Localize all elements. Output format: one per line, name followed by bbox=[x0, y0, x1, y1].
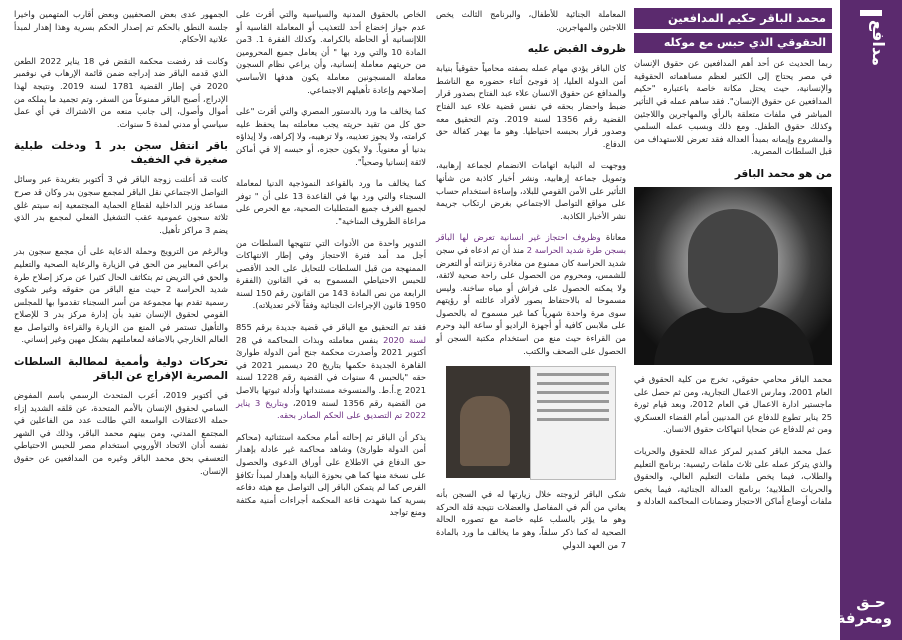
logo-line-1: حـق bbox=[856, 593, 886, 611]
article-title: محمد الباقر حكيم المدافعين bbox=[634, 8, 832, 29]
publication-logo bbox=[836, 593, 892, 627]
paragraph bbox=[436, 231, 626, 357]
paragraph: يذكر أن الباقر تم إحالته أمام محكمة استثنائية (محاكم أمن الدولة طوارئ) وشاهد محاكمة غير عادلة بإهدار حق الدفاع في الاطلاع على أوراق الدعوى والحصول على نسخة منها كما هي بحوزة النيابة وإهدار لمبدأ تكافؤ الفرص كما لم يتمكن الباقر إلى التواصل مع هيئة دفاعه بسرية كما شهدت قاعة المحكمة أجراءات أمنية مكثفة ومنع تواجد bbox=[236, 431, 426, 518]
portrait-photo bbox=[634, 187, 832, 365]
paragraph: الخاص بالحقوق المدنية والسياسية والتي أقرت على عدم جواز إخضاع أحد للتعذيب أو المعاملة القاسية أو اللاإنسانية أو الحاطة بالكرامة. وكذلك الفقرة 1. 3من المادة 10 والتي ورد بها " أن يعامل جميع المحرومين من حريتهم معاملة إنسانية، وأن يراعي نظام السجون معاملة المسجونين معاملة يكون هدفها الأساسي إصلاحهم وإعادة تأهيلهم الاجتماعي. bbox=[236, 9, 426, 95]
social-post-screenshot bbox=[530, 366, 616, 480]
portrait-head bbox=[688, 209, 778, 313]
paragraph: التدوير واحدة من الأدوات التي تنتهجها السلطات من أجل مد أمد فترة الاحتجاز وفي إطار الانتهاكات الممنهجة من قبل السلطات للتحايل على الحد الأقصى للحبس الاحتياطي المسموح به في القانون (الفقرة الرابعة من نص المادة 143 من القانون رقم 150 لسنة 1950 قانون الإجراءات الجنائية وفقاً لآخر تعديلاته). bbox=[236, 237, 426, 311]
paragraph bbox=[236, 321, 426, 422]
text: فقد تم التحقيق مع الباقر في قضية جديدة برقم 855 bbox=[236, 322, 426, 333]
paragraph: وكانت قد رفضت محكمة النقض في 18 يناير 2022 الطعن الذي قدمه الباقر ضد إدراجه ضمن قائمة الإرهاب في نوفمبر 2020 في إطار القضية 1781 لسنة 2019. ونتيجة لهذا الإدراج، أصبح الباقر ممنوعاً من السفر، وتم تجميد ما يملكه من أموال وأصول، إلى جانب منعه من الاشتراك في أي عمل سياسي أو مدني لمدة 5 سنوات. bbox=[14, 55, 228, 129]
column-3 bbox=[236, 8, 426, 528]
paragraph: شكى الباقر لزوجته خلال زيارتها له في السجن بأنه يعاني من ألم في المفاصل والعضلات نتيجة قلة الحركة وهو ما يؤثر بالسلب عليه خاصة مع تصوره الحالة الصحية له كما ذكر سلفاً، وهو ما يخالف ما ورد بالمادة 7 من العهد الدولي bbox=[436, 489, 626, 550]
intro-paragraph: ربما الحديث عن أحد أهم المدافعين عن حقوق الإنسان في مصر يحتاج إلى الكثير لعظم مساهماته الحقوقية والإنسانية، حيث يحتل مكانة خاصة باعتباره "حكيم المدافعين عن حقوق الإنسان". فقد ساهم عمله في التأثير المباشر في ملفات متعلقة بالرأي والمهاجرين واللاجئين وكذلك حقوق الطفل. ومع ذلك وبسبب عمله السلمي والمشروع وإيمانه بمبدأ العدالة فقد تعرض للاستهداف من قبل السلطات المصرية. bbox=[634, 58, 832, 157]
column-4 bbox=[14, 8, 228, 486]
bio-paragraph: محمد الباقر محامي حقوقي، تخرج من كلية الحقوق في العام 2001، ومارس الاعمال التجارية، ومن ثم حصل على ماجستير ادارة الاعمال في العام 2012، وبعد قيام ثورة 25 يناير تطوع للدفاع عن المدنيين أمام القضاء العسكري ومن ثم للدفاع عن ضحايا انتهاكات حقوق الانسان. bbox=[634, 373, 833, 435]
article-subtitle: الحقوقي الذي حبس مع موكله bbox=[634, 33, 832, 54]
logo-line-2: ومعرفة bbox=[836, 609, 892, 627]
paragraph: الجمهور عدى بعض الصحفيين وبعض أقارب المتهمين واخيرا جلسة النطق بالحكم تم إصدار الحكم بسرية وهذا إهدار لمبدأ علانية الأحكام. bbox=[14, 9, 228, 45]
paragraph: كما يخالف ما ورد بالقواعد النموذجية الدنيا لمعاملة السجناء والتي ورد بها في القاعدة 13 على أن " توفر لجميع الغرف جميع المتطلبات الصحية، مع الحرص على مراعاة الظروف المناخية". bbox=[236, 178, 426, 226]
column-1 bbox=[634, 8, 832, 517]
text: بنفس معاملته وبذات المحاكمة في 28 أكتوبر 2021 وأصدرت محكمة جنح أمن الدولة طوارئ القاهرة الجديدة حكمها بتاريخ 20 ديسمبر 2021 في حقه "بالحبس 4 سنوات في القضية رقم 1228 لسنة 2021 ج.أ.ط. والمنسوخة مستنداتها وأدلة ثبوتها بالاصل من القضية رقم 1356 لسنة 2019، bbox=[236, 334, 427, 408]
paragraph: في أكتوبر 2019، أعرب المتحدث الرسمي باسم المفوض السامي لحقوق الإنسان بالأمم المتحدة، عن قلقه الشديد إزاء حملة الاعتقالات الواسعة التي طالت عدد من الفاعلين في المجتمع المدني، ومن بينهم محمد الباقر، وذلك في الشهر نفسه أدان الاتحاد الأوروبي استخدام مصر للحبس الاحتياطي التعسفي بحق محمد الباقر وغيره من المدافعين عن حقوق الإنسان. bbox=[14, 390, 228, 476]
inline-link[interactable]: لسنة 2020 bbox=[383, 334, 426, 345]
family-photo bbox=[446, 366, 530, 478]
text: معاناة bbox=[600, 232, 627, 243]
paragraph: وبالرغم من الترويج وحملة الدعاية على أن مجمع سجون بدر يراعي المعايير من الحق في الزيارة والرعاية الصحية والتعليم والحق في التريض تم بتكاثف الحال كثيرا عن مركز إصلاح طرة شديد الحراسة 2 حيث منع الباقر من حقوقه وغير شكوى رسمية تقدم بها مجموعة من أسر السجناء تقدموا بها للمجلس القومي لحقوق الإنسان تفيد بأن إدارة مركز بدر 3 للإصلاح والتأهيل تستمر في المنع من الزيارة والقراءة والتواصل مع العالم الخارجي بالاضافة لمعاملتهم بشكل مهين وغير إنساني. bbox=[14, 246, 229, 345]
heading-calls: تحركات دولية وأممية لمطالبة السلطات المصرية الإفراج عن الباقر bbox=[14, 356, 228, 383]
column-2 bbox=[436, 8, 626, 560]
paragraph: كانت قد أعلنت زوجة الباقر في 3 أكتوبر بتغريدة عبر وسائل التواصل الاجتماعي نقل الباقر لمجمع سجون بدر وكان قد صرح مساعد وزير الداخلية لقطاع الحماية المجتمعية إنه سيتم غلق ثلاثة سجون عمومية عقب التشغيل الفعلي لمجمع بدر الذي يضم 3 مراكز تأهيل. bbox=[14, 174, 228, 235]
heading-who: من هو محمد الباقر bbox=[734, 167, 832, 180]
sidebar-marker bbox=[860, 10, 882, 16]
section-sidebar bbox=[836, 0, 902, 640]
paragraph: المعاملة الجنائية للأطفال، والبرنامج الثالث يخص اللاجئين والمهاجرين. bbox=[436, 9, 626, 32]
inline-link[interactable]: وبتاريخ 3 يناير 2022 تم التصديق على الحكم الصادر بحقه. bbox=[236, 397, 426, 421]
paragraph: كان الباقر يؤدي مهام عمله بصفته محامياً حقوقياً بنيابة أمن الدولة العليا، إذ فوجئ أثناء حضوره مع الناشط والمدافع عن حقوق الانسان علاء عبد الفتاح بصدور قرار ضبط واحضار بحقه في نفس قضية علاء عبد الفتاح القضية رقم 1356 لسنة 2019. وتم التحقيق معه وصدور قرار بحبسه احتياطيا. وهو ما يهدر كفالة حق الدفاع. bbox=[436, 63, 626, 149]
heading-move: باقر انتقل سجن بدر 1 ودخلت طبلية صغيرة في الخفيف bbox=[14, 140, 228, 167]
paragraph: ووجهت له النيابة اتهامات الانضمام لجماعة إرهابية، وتمويل جماعة إرهابية، ونشر أخبار كاذبة من شأنها التأثير على الأمن القومي للبلاد، وإساءة استخدام حساب على مواقع التواصل الاجتماعي بغرض ارتكاب جريمة نشر الأخبار الكاذبة. bbox=[436, 160, 626, 221]
inline-link[interactable]: وظروف احتجاز غير انسانية تعرض لها الباقر بسجن طرة شديد الحراسة 2 bbox=[436, 232, 626, 255]
embedded-images bbox=[446, 366, 616, 478]
section-label: مدافع bbox=[869, 20, 888, 67]
heading-arrest: ظروف القبض عليه bbox=[527, 43, 626, 56]
paragraph: كما يخالف ما ورد بالدستور المصري والتي أقرت "على حق كل من تقيد حريته يجب معاملته بما يحفظ عليه كرامته، ولا يجوز تعذيبه، ولا ترهيبه، ولا إكراهه، ولا إيذاؤه بدنيا أو معنوياً. ولا يكون حجزه، أو حبسه إلا في أماكن لائقة إنسانيا وصحياً". bbox=[236, 106, 426, 167]
portrait-body bbox=[654, 307, 814, 365]
work-paragraph: عمل محمد الباقر كمدير لمركز عدالة للحقوق والحريات والذي يتركز عمله على ثلاث ملفات رئيسية: برنامج التعليم والطلاب، فيما يخص ملفات التعليم العالي، والحقوق والحريات الطلابية؛ برنامج العدالة الجنائية، فيما يخص ملفات أوضاع أماكن الاحتجاز وضمانات المحاكمة العادلة و bbox=[634, 445, 832, 507]
text: منذ أن تم ادعاه في سجن شديد الحراسة كان ممنوع من مغادرة زنزانته أو التعرض للشمس، ومحروم من الحصول على راحة صحية لائقة، ولا يمكنه الحصول على فراش أو مياه ساخنة. وليس مسموحا له بالاحتفاظ بصور لأفراد عائلته أو رؤيتهم سوى مرة واحدة شهرياً كما غير مسموح له بالحصول على ملابس كافية أو أجهزة الراديو أو ساعة اليد وحرم من القراءة حيث منع من استخدام مكتبة السجن أو الحصول على الصحف والكتب. bbox=[436, 244, 626, 356]
